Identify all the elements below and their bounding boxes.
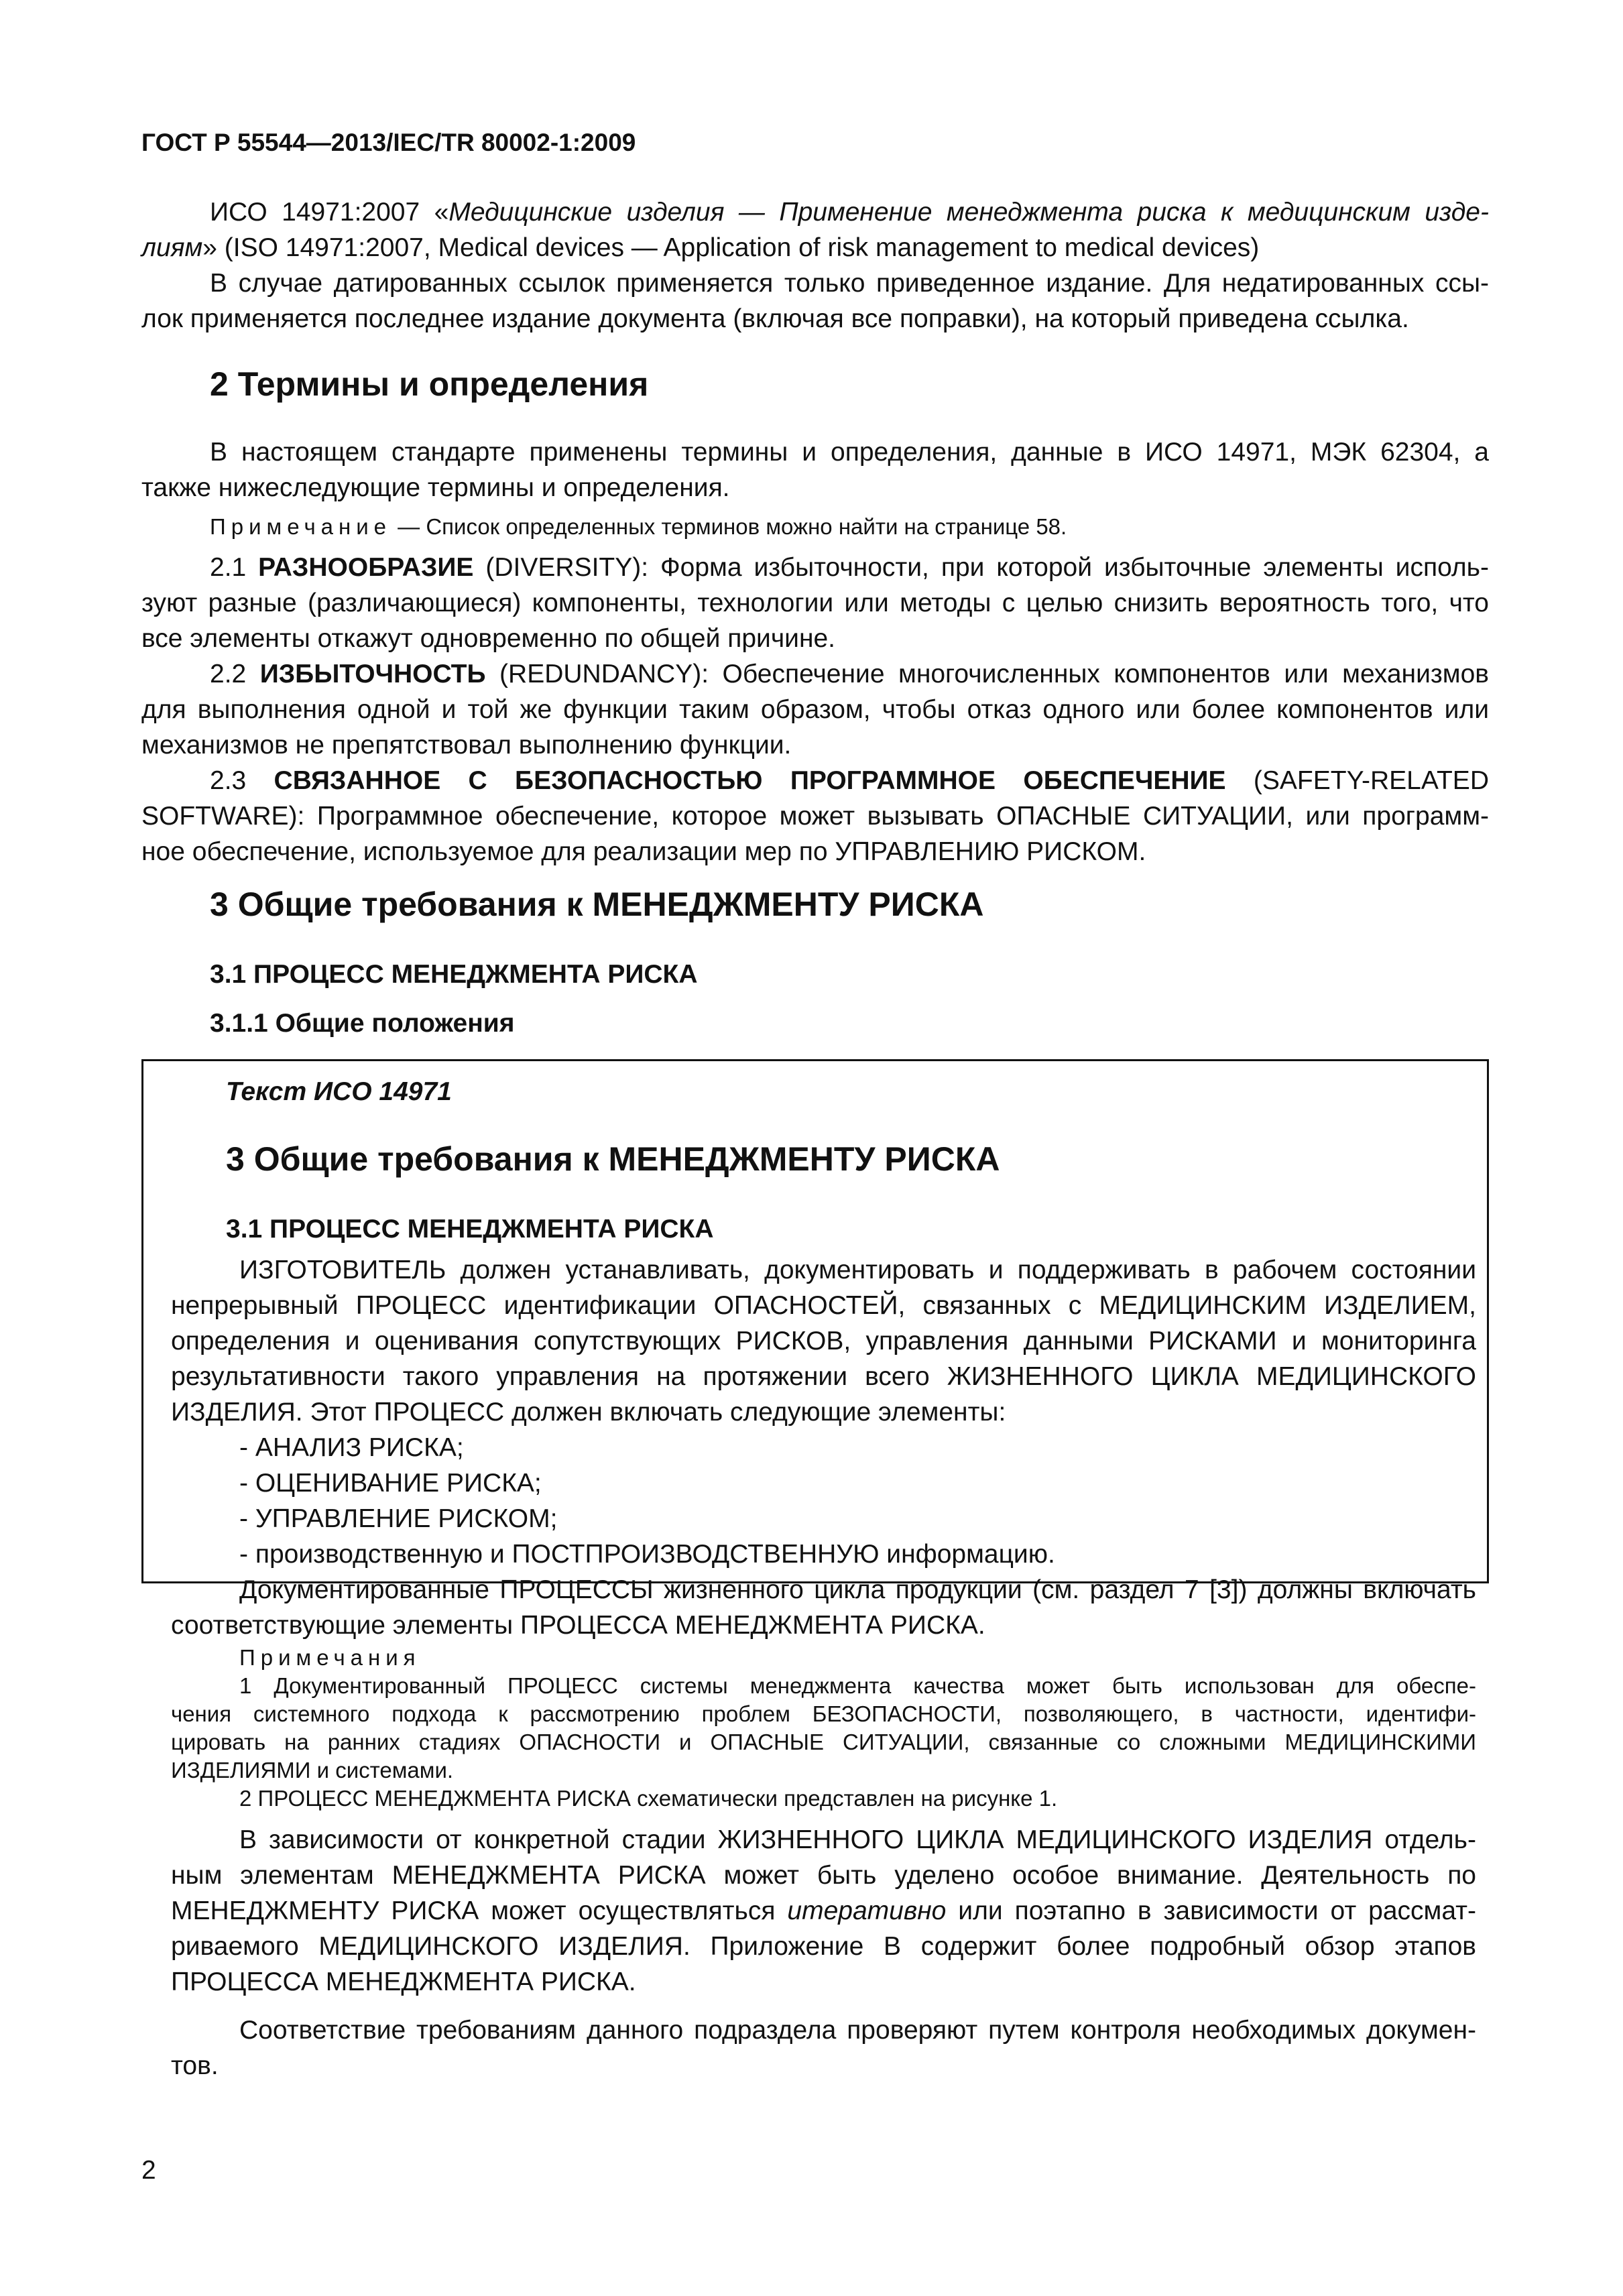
quote-p1-line2: непрерывный ПРОЦЕСС идентификации ОПАСНОСТЕЙ, связанных с МЕДИЦИНСКИМ ИЗДЕЛИЕМ, — [171, 1291, 1476, 1320]
quote-box-body — [171, 1252, 1476, 1643]
quote-p3-line1: В зависимости от конкретной стадии ЖИЗНЕННОГО ЦИКЛА МЕДИЦИНСКОГО ИЗДЕЛИЯ отдель- — [239, 1825, 1476, 1854]
ref-iso14971-line1: ИСО 14971:2007 «Медицинские изделия — Применение менеджмента риска к медицинским изде- — [210, 198, 1489, 227]
section-2-note — [210, 513, 1484, 541]
term-2-1-line3: все элементы откажут одновременно по общей причине. — [141, 624, 836, 653]
term-2-2-line2: для выполнения одной и той же функции таким образом, чтобы отказ одного или более компонентов или — [141, 695, 1489, 724]
quote-note1-line4: ИЗДЕЛИЯМИ и системами. — [171, 1758, 454, 1783]
quote-list-item-1: - АНАЛИЗ РИСКА; — [239, 1433, 464, 1462]
term-safety-related-software: СВЯЗАННОЕ С БЕЗОПАСНОСТЬЮ ПРОГРАММНОЕ ОБЕСПЕЧЕНИЕ — [274, 766, 1226, 795]
quote-note2: 2 ПРОЦЕСС МЕНЕДЖМЕНТА РИСКА схематически представлен на рисунке 1. — [239, 1786, 1058, 1811]
page-number: 2 — [141, 2156, 156, 2185]
term-2-2-line3: механизмов не препятствовал выполнению функции. — [141, 731, 792, 760]
quote-p4-line2: тов. — [171, 2051, 219, 2080]
iteratively-word: итеративно — [787, 1896, 947, 1925]
term-2-3-line1: 2.3 СВЯЗАННОЕ С БЕЗОПАСНОСТЬЮ ПРОГРАММНОЕ ОБЕСПЕЧЕНИЕ (SAFETY-RELATED — [210, 766, 1489, 795]
quote-p1-line4: результативности такого управления на протяжении всего ЖИЗНЕННОГО ЦИКЛА МЕДИЦИНСКОГО — [171, 1362, 1476, 1391]
quote-p2-line2: соответствующие элементы ПРОЦЕССА МЕНЕДЖМЕНТА РИСКА. — [171, 1611, 985, 1640]
section-2-intro-line1: В настоящем стандарте применены термины и определения, данные в ИСО 14971, МЭК 62304, а — [210, 438, 1489, 467]
quote-box-subtitle: 3.1 ПРОЦЕСС МЕНЕДЖМЕНТА РИСКА — [226, 1215, 714, 1244]
term-2-3-line3: ное обеспечение, используемое для реализации мер по УПРАВЛЕНИЮ РИСКОМ. — [141, 837, 1146, 866]
term-2-2-line1: 2.2 ИЗБЫТОЧНОСТЬ (REDUNDANCY): Обеспечение многочисленных компонентов или механизмов — [210, 660, 1489, 688]
term-2-1-line1: 2.1 РАЗНООБРАЗИЕ (DIVERSITY): Форма избыточности, при которой избыточные элементы исполь- — [210, 553, 1489, 582]
ref-iso14971-line2: лиям» (ISO 14971:2007, Medical devices — Application of risk management to medical devices) — [141, 233, 1260, 262]
quote-notes-label: Примечания — [239, 1645, 421, 1670]
quote-box-label: Текст ИСО 14971 — [226, 1077, 452, 1106]
term-2-1-line2: зуют разные (различающиеся) компоненты, технологии или методы с целью снизить вероятность того, что — [141, 589, 1489, 617]
term-redundancy: ИЗБЫТОЧНОСТЬ — [259, 660, 486, 688]
quote-p3-line3: МЕНЕДЖМЕНТУ РИСКА может осуществляться итеративно или поэтапно в зависимости от рассмат- — [171, 1896, 1477, 1925]
quote-p3-line4: риваемого МЕДИЦИНСКОГО ИЗДЕЛИЯ. Приложение B содержит более подробный обзор этапов — [171, 1932, 1476, 1961]
quote-p3-line2: ным элементам МЕНЕДЖМЕНТА РИСКА может быть уделено особое внимание. Деятельность по — [171, 1861, 1476, 1890]
dated-refs-line2: лок применяется последнее издание документа (включая все поправки), на который приведена ссылка. — [141, 304, 1409, 333]
quote-p1-line3: определения и оценивания сопутствующих РИСКОВ, управления данными РИСКАМИ и мониторинга — [171, 1327, 1476, 1355]
quote-p3-line5: ПРОЦЕССА МЕНЕДЖМЕНТА РИСКА. — [171, 1968, 636, 1996]
quote-list-item-2: - ОЦЕНИВАНИЕ РИСКА; — [239, 1469, 542, 1498]
quote-p2-line1: Документированные ПРОЦЕССЫ жизненного цикла продукции (см. раздел 7 [3]) должны включать — [239, 1575, 1476, 1604]
quote-p4 — [171, 2012, 1476, 2083]
term-2-3-line2: SOFTWARE): Программное обеспечение, которое может вызывать ОПАСНЫЕ СИТУАЦИИ, или программ- — [141, 802, 1489, 831]
section-2-title: 2 Термины и определения — [210, 365, 649, 403]
quote-p4-line1: Соответствие требованиям данного подраздела проверяют путем контроля необходимых докумен- — [239, 2016, 1476, 2045]
subsection-3-1-title: 3.1 ПРОЦЕСС МЕНЕДЖМЕНТА РИСКА — [210, 960, 698, 989]
section-3-title: 3 Общие требования к МЕНЕДЖМЕНТУ РИСКА — [210, 886, 984, 923]
section-2-intro-line2: также нижеследующие термины и определения. — [141, 473, 730, 502]
document-header — [141, 129, 1489, 157]
note-label: Примечание — [210, 514, 392, 539]
section-2-body — [141, 434, 1489, 505]
quote-note1-line2: чения системного подхода к рассмотрению проблем БЕЗОПАСНОСТИ, позволяющего, в частности, идентифи- — [171, 1701, 1476, 1726]
quote-list-item-3: - УПРАВЛЕНИЕ РИСКОМ; — [239, 1504, 558, 1533]
quote-p3 — [171, 1822, 1476, 2000]
subsection-3-1-1-title: 3.1.1 Общие положения — [210, 1009, 515, 1038]
quote-p1-line1: ИЗГОТОВИТЕЛЬ должен устанавливать, документировать и поддерживать в рабочем состоянии — [239, 1256, 1476, 1284]
quote-list-item-4: - производственную и ПОСТПРОИЗВОДСТВЕННУЮ информацию. — [239, 1540, 1055, 1569]
normative-references — [141, 194, 1489, 337]
term-diversity: РАЗНООБРАЗИЕ — [258, 553, 474, 582]
quote-box-title: 3 Общие требования к МЕНЕДЖМЕНТУ РИСКА — [226, 1140, 1000, 1178]
note-text: — Список определенных терминов можно найти на странице 58. — [392, 514, 1067, 539]
quote-note1-line1: 1 Документированный ПРОЦЕСС системы менеджмента качества может быть использован для обеспе- — [239, 1673, 1476, 1698]
quote-notes — [171, 1644, 1476, 1813]
terms-list — [141, 550, 1489, 869]
document-code: ГОСТ Р 55544—2013/IEC/TR 80002-1:2009 — [141, 129, 636, 156]
quote-p1-line5: ИЗДЕЛИЯ. Этот ПРОЦЕСС должен включать следующие элементы: — [171, 1398, 1006, 1427]
dated-refs-line1: В случае датированных ссылок применяется только приведенное издание. Для недатированных ссы- — [210, 269, 1489, 298]
quote-note1-line3: цировать на ранних стадиях ОПАСНОСТИ и ОПАСНЫЕ СИТУАЦИИ, связанные со сложными МЕДИЦИНСКИМИ — [171, 1730, 1476, 1754]
